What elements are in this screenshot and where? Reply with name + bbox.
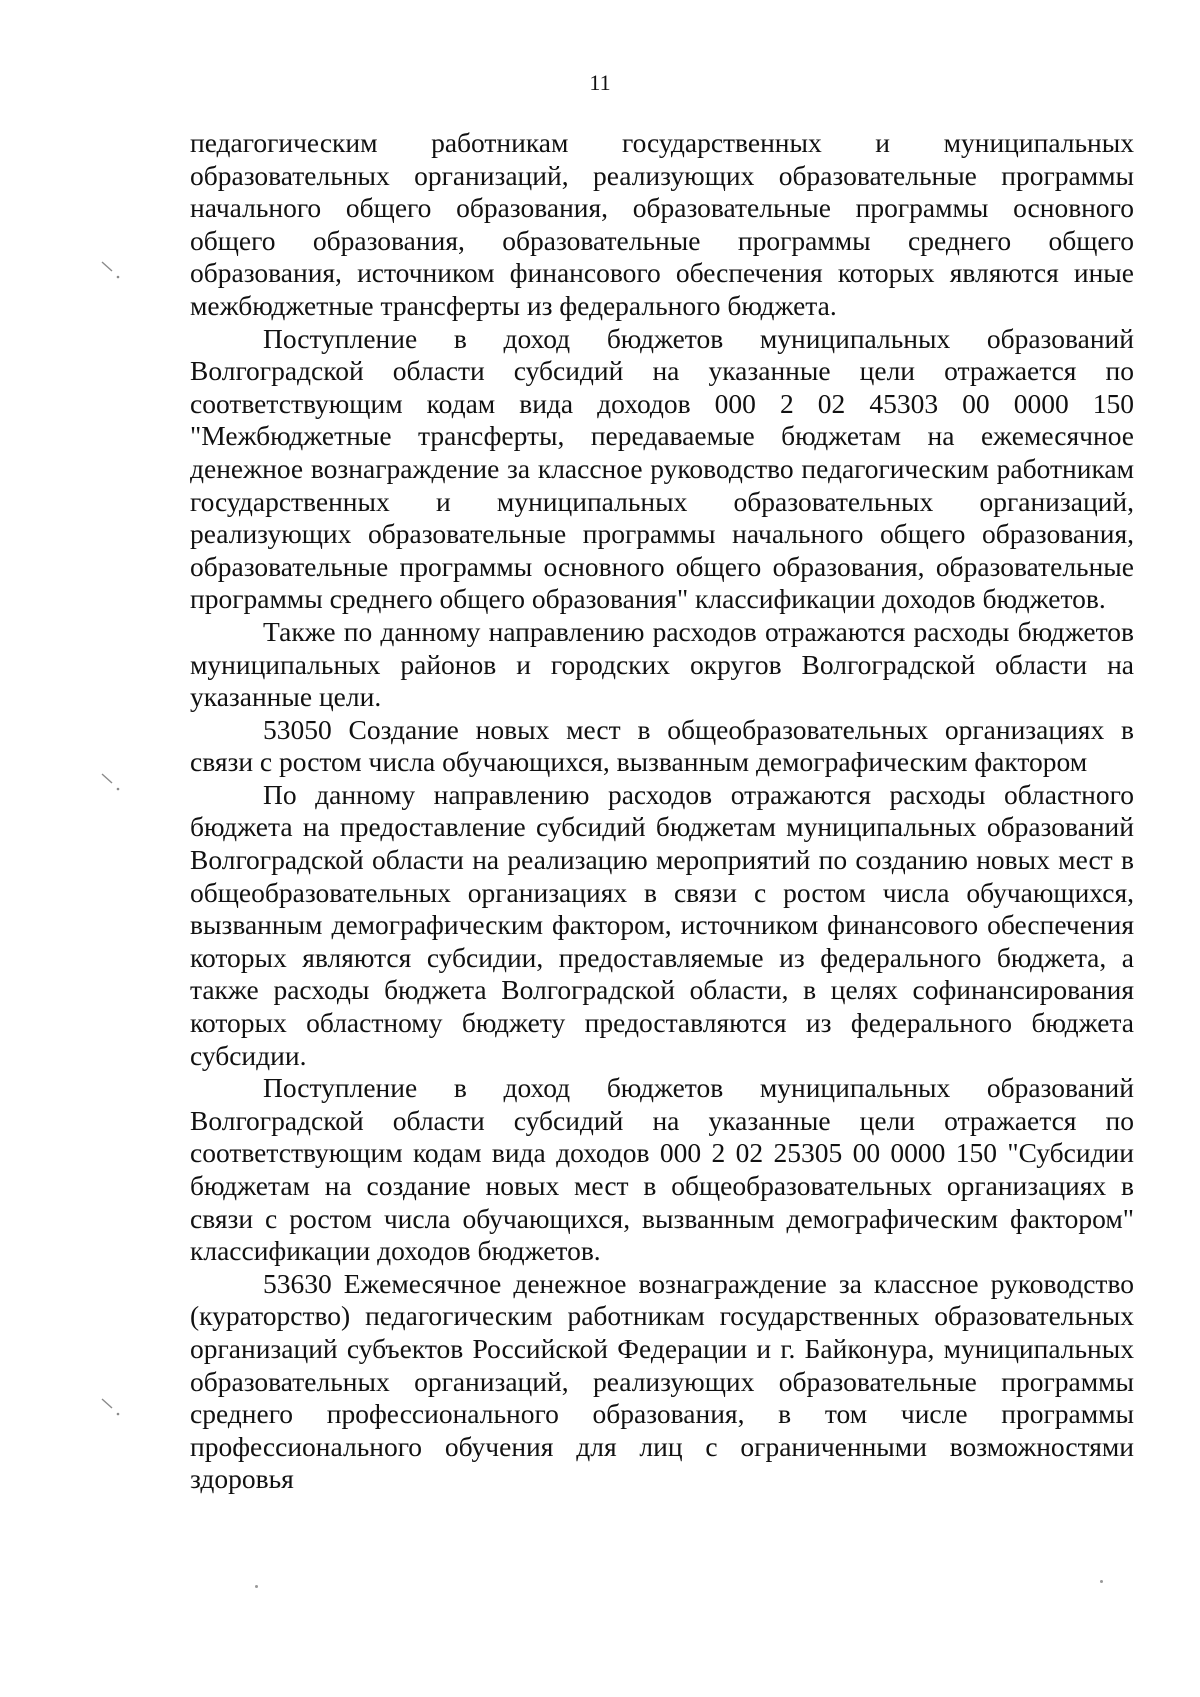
binding-hole-mark-icon xyxy=(100,1395,122,1417)
paragraph: Также по данному направлению расходов отражаются расходы бюджетов муниципальных районов и городских округов Волгоградской области на указанные цели. xyxy=(190,615,1134,713)
paragraph: педагогическим работникам государственных и муниципальных образовательных организаций, реализующих образовательные программы начального общего образования, образовательные программы основного общего образования, образовательные программы среднего общего образования, источником финансового обеспечения которых являются иные межбюджетные трансферты из федерального бюджета. xyxy=(190,127,1134,321)
binding-hole-mark-icon xyxy=(100,770,122,792)
binding-hole-mark-icon xyxy=(100,258,122,280)
page-number: 11 xyxy=(589,70,611,95)
paragraph: Поступление в доход бюджетов муниципальных образований Волгоградской области субсидий на указанные цели отражается по соответствующим кодам вида доходов 000 2 02 25305 00 0000 150 "Субсидии бюджетам на создание новых мест в общеобразовательных организациях в связи с ростом числа обучающихся, вызванным демографическим фактором" классификации доходов бюджетов. xyxy=(190,1072,1134,1267)
section-heading-53630: 53630 Ежемесячное денежное вознаграждение за классное руководство (кураторство) педагогическим работникам государственных образовательных организаций субъектов Российской Федерации и г. Байконура, муниципальных образовательных организаций, реализующих образовательные программы среднего профессионального образования, в том числе программы профессионального обучения для лиц с ограниченными возможностями здоровья xyxy=(190,1267,1134,1495)
body-text xyxy=(190,127,1134,1496)
scan-speck xyxy=(255,1585,258,1588)
section-heading-53050: 53050 Создание новых мест в общеобразовательных организациях в связи с ростом числа обучающихся, вызванным демографическим фактором xyxy=(190,713,1134,778)
scan-speck xyxy=(1100,1580,1103,1583)
paragraph: По данному направлению расходов отражаются расходы областного бюджета на предоставление субсидий бюджетам муниципальных образований Волгоградской области на реализацию мероприятий по созданию новых мест в общеобразовательных организациях в связи с ростом числа обучающихся, вызванным демографическим фактором, источником финансового обеспечения которых являются субсидии, предоставляемые из федерального бюджета, а также расходы бюджета Волгоградской области, в целях софинансирования которых областному бюджету предоставляются из федерального бюджета субсидии. xyxy=(190,778,1134,1071)
paragraph: Поступление в доход бюджетов муниципальных образований Волгоградской области субсидий на указанные цели отражается по соответствующим кодам вида доходов 000 2 02 45303 00 0000 150 "Межбюджетные трансферты, передаваемые бюджетам на ежемесячное денежное вознаграждение за классное руководство педагогическим работникам государственных и муниципальных образовательных организаций, реализующих образовательные программы начального общего образования, образовательные программы основного общего образования, образовательные программы среднего общего образования" классификации доходов бюджетов. xyxy=(190,322,1134,615)
